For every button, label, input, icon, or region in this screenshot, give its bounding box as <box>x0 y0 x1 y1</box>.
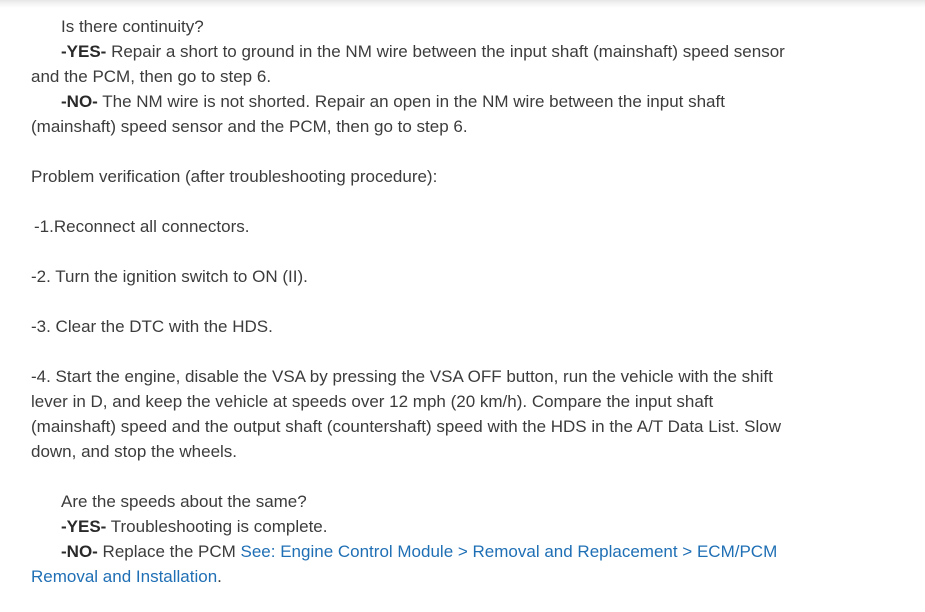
yes-answer-2 <box>31 514 831 539</box>
no-answer-2 <box>31 539 831 564</box>
top-shadow-bar <box>0 0 925 8</box>
spacer <box>31 464 831 489</box>
no-answer-1 <box>31 89 831 114</box>
yes-text: Repair a short to ground in the NM wire between the input shaft (mainshaft) speed sensor <box>106 42 785 61</box>
verification-heading: Problem verification (after troubleshooting procedure): <box>31 167 438 186</box>
yes-label: -YES- <box>61 42 107 61</box>
step-3: -3. Clear the DTC with the HDS. <box>31 317 273 336</box>
step-4-line-4: down, and stop the wheels. <box>31 442 238 461</box>
step-4-line-3: (mainshaft) speed and the output shaft (countershaft) speed with the HDS in the A/T Data List. Slow <box>31 417 781 436</box>
document-body <box>31 14 831 589</box>
spacer <box>31 139 831 164</box>
step-4-line-2: lever in D, and keep the vehicle at speeds over 12 mph (20 km/h). Compare the input shaft <box>31 392 714 411</box>
yes-text: Troubleshooting is complete. <box>106 517 328 536</box>
spacer <box>31 189 831 214</box>
no-answer-2-cont: Removal and Installation. <box>31 567 222 586</box>
continuity-question: Is there continuity? <box>61 17 204 36</box>
no-answer-1-cont: (mainshaft) speed sensor and the PCM, then go to step 6. <box>31 117 468 136</box>
ecm-pcm-removal-link-cont[interactable]: Removal and Installation <box>31 567 218 586</box>
no-label: -NO- <box>61 542 98 561</box>
no-label: -NO- <box>61 92 98 111</box>
step-4-line-1: -4. Start the engine, disable the VSA by pressing the VSA OFF button, run the vehicle with the shift <box>31 367 773 386</box>
spacer <box>31 289 831 314</box>
no-text: Replace the PCM <box>97 542 241 561</box>
speeds-question: Are the speeds about the same? <box>61 492 307 511</box>
spacer <box>31 239 831 264</box>
yes-answer-1-cont: and the PCM, then go to step 6. <box>31 67 272 86</box>
no-text: The NM wire is not shorted. Repair an open in the NM wire between the input shaft <box>97 92 725 111</box>
step-1: -1.Reconnect all connectors. <box>34 217 250 236</box>
ecm-pcm-removal-link[interactable]: See: Engine Control Module > Removal and Replacement > ECM/PCM <box>240 542 778 561</box>
yes-answer-1 <box>31 39 831 64</box>
step-2: -2. Turn the ignition switch to ON (II). <box>31 267 308 286</box>
spacer <box>31 339 831 364</box>
yes-label: -YES- <box>61 517 107 536</box>
